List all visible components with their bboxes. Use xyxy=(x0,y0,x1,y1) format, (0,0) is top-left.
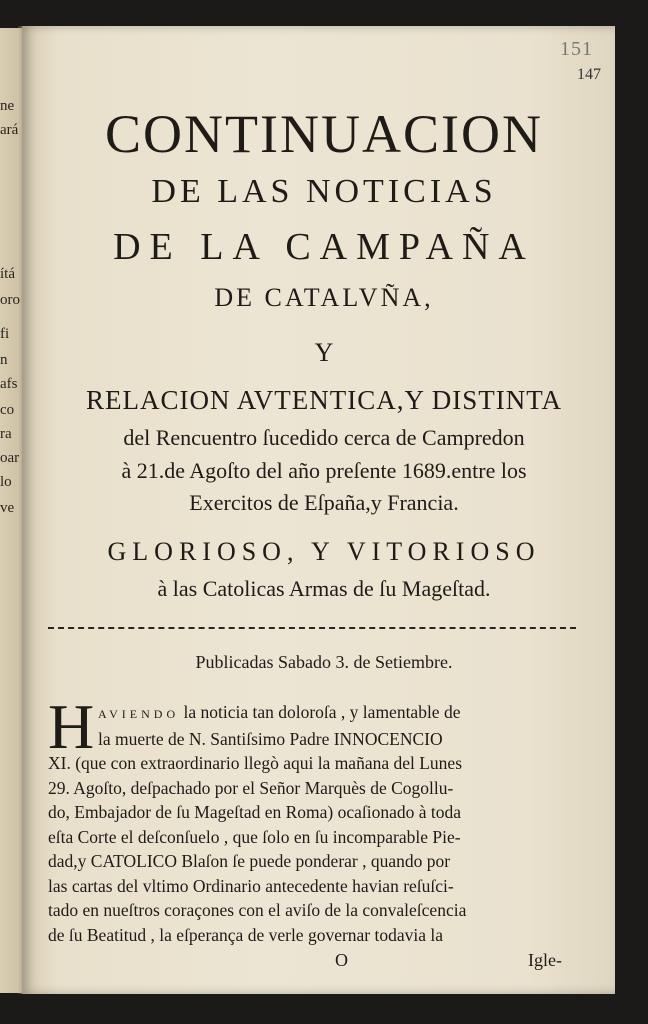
catchword: Igle- xyxy=(528,950,562,970)
body-line: la muerte de N. Santiſsimo Padre INNOCENCIO xyxy=(98,728,443,749)
prev-page-fragment: ra xyxy=(0,426,12,442)
prev-page-fragment: fi xyxy=(0,326,10,342)
prev-page-fragment: ve xyxy=(0,500,15,516)
page-number: 147 xyxy=(577,66,601,83)
prev-page-fragment: ne xyxy=(0,98,15,114)
title-line-7: del Rencuentro ſucedido cerca de Campredon xyxy=(123,425,525,450)
title-line-10: GLORIOSO, Y VITORIOSO xyxy=(107,537,541,566)
prev-page-fragment: ítá xyxy=(0,266,15,282)
drop-cap: H xyxy=(48,691,95,762)
body-line: AVIENDO la noticia tan doloroſa , y lamentable de xyxy=(98,702,461,722)
title-line-11: à las Catolicas Armas de ſu Mageſtad. xyxy=(157,576,491,601)
prev-page-fragment: ará xyxy=(0,122,19,138)
ornamental-rule xyxy=(48,627,576,629)
prev-page-fragment: n xyxy=(0,352,8,368)
title-line-8: à 21.de Agoſto del año preſente 1689.entre los xyxy=(121,458,527,483)
prev-page-fragment: afs xyxy=(0,376,18,392)
body-line: tado en nueſtros coraçones con el aviſo de la convaleſcencia xyxy=(48,900,467,920)
body-text xyxy=(48,700,576,947)
title-line-9: Exercitos de Eſpaña,y Francia. xyxy=(189,490,459,515)
title-line-5: Y xyxy=(314,338,334,367)
publication-date: Publicadas Sabado 3. de Setiembre. xyxy=(195,652,453,672)
title-line-3: DE LA CAMPAÑA xyxy=(113,226,535,268)
title-line-2: DE LAS NOTICIAS xyxy=(151,173,497,210)
prev-page-fragment: co xyxy=(0,402,15,418)
small-caps-word: AVIENDO xyxy=(98,707,180,721)
title-line-6: RELACION AVTENTICA,Y DISTINTA xyxy=(85,385,563,415)
title-line-4: DE CATALVÑA, xyxy=(214,283,434,312)
body-line: XI. (que con extraordinario llegò aqui la mañana del Lunes xyxy=(48,753,463,773)
prev-page-fragment: lo xyxy=(0,474,12,490)
prev-page-fragment: oro xyxy=(0,292,20,308)
body-line: 29. Agoſto, deſpachado por el Señor Marquès de Cogollu- xyxy=(48,777,454,798)
body-line: eſta Corte el deſconſuelo , que ſolo en ſu incomparable Pie- xyxy=(48,826,461,847)
pencil-folio-number: 151 xyxy=(560,38,593,60)
signature-mark: O xyxy=(335,950,348,970)
title-line-1: CONTINUACION xyxy=(105,104,543,164)
prev-page-fragment: oar xyxy=(0,450,20,466)
body-line: las cartas del vltimo Ordinario antecedente havian reſuſci- xyxy=(48,875,454,896)
body-line: dad,y CATOLICO Blaſon ſe puede ponderar , quando por xyxy=(48,851,451,871)
body-line: de ſu Beatitud , la eſperança de verle governar todavia la xyxy=(48,924,444,945)
body-line: do, Embajador de ſu Mageſtad en Roma) ocaſionado à toda xyxy=(48,802,462,822)
